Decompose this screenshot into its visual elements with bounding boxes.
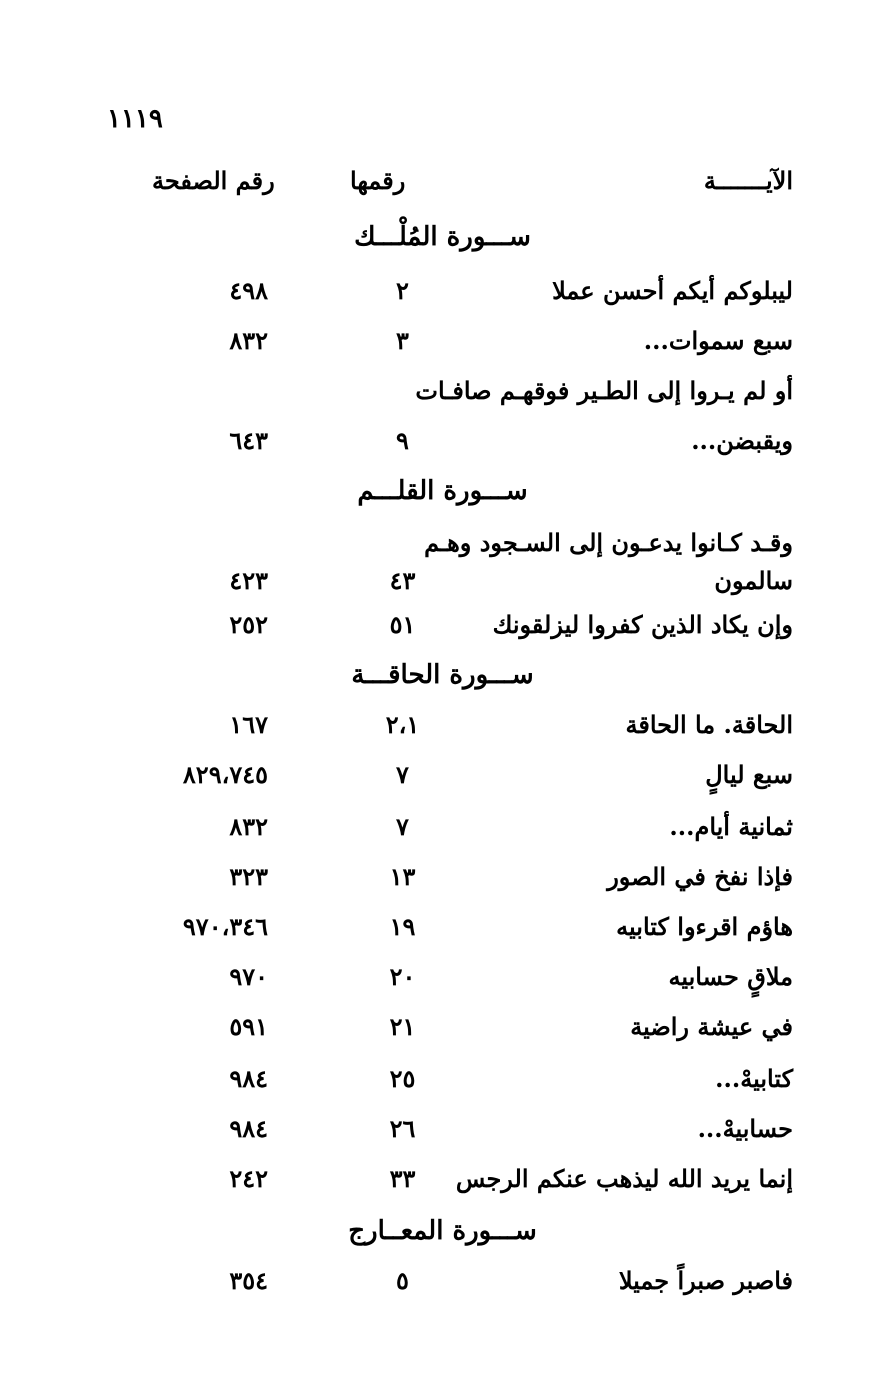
page-ref: ٦٤٣ (229, 426, 268, 455)
page-ref: ٨٣٢ (229, 326, 268, 355)
ayah-text: ملاقٍ حسابيه (668, 962, 793, 991)
surah-heading: ســـورة المعــارج (348, 1216, 537, 1246)
ayah-text: سالمون (714, 566, 793, 595)
ayah-number: ٣ (396, 326, 409, 355)
page-ref: ١٦٧ (229, 710, 268, 739)
ayah-text: سبع ليالٍ (705, 760, 793, 789)
page-ref: ٥٩١ (229, 1012, 268, 1041)
surah-heading: ســـورة المُلْـــك (354, 222, 531, 252)
ayah-text: هاؤم اقرءوا كتابيه (616, 912, 793, 941)
ayah-number: ٥١ (389, 610, 416, 639)
page-number: ١١١٩ (107, 104, 163, 134)
page-ref: ٩٧٠ (229, 962, 268, 991)
ayah-number: ٢١ (389, 1012, 416, 1041)
page-ref: ٩٨٤ (229, 1064, 268, 1093)
page-ref: ٤٩٨ (229, 276, 268, 305)
header-number: رقمها (350, 166, 406, 195)
ayah-number: ٢٠ (389, 962, 416, 991)
ayah-number: ٧ (396, 760, 409, 789)
page-ref: ٩٧٠،٣٤٦ (182, 912, 268, 941)
page-ref: ٣٢٣ (229, 862, 268, 891)
header-page: رقم الصفحة (152, 166, 275, 195)
ayah-number: ٢٥ (389, 1064, 416, 1093)
ayah-number: ١٣ (389, 862, 416, 891)
surah-heading: ســـورة القلـــم (357, 476, 528, 506)
ayah-text: فإذا نفخ في الصور (607, 862, 793, 891)
ayah-number: ٢٦ (389, 1114, 416, 1143)
table-header (0, 166, 885, 202)
page-ref: ٤٢٣ (229, 566, 268, 595)
ayah-number: ٧ (396, 812, 409, 841)
ayah-number: ٣٣ (389, 1164, 416, 1193)
surah-heading: ســـورة الحاقـــة (351, 660, 534, 690)
ayah-number: ٥ (396, 1266, 409, 1295)
page-ref: ٨٢٩،٧٤٥ (182, 760, 268, 789)
ayah-number: ٢ (396, 276, 409, 305)
ayah-text: إنما يريد الله ليذهب عنكم الرجس (455, 1164, 793, 1193)
ayah-text: أو لم يـروا إلى الطـير فوقهـم صافـات (415, 376, 793, 405)
page-ref: ٣٥٤ (229, 1266, 268, 1295)
ayah-text: في عيشة راضية (630, 1012, 793, 1041)
ayah-text: ويقبضن... (691, 426, 793, 455)
ayah-text: الحاقة. ما الحاقة (625, 710, 793, 739)
ayah-number: ٢،١ (385, 710, 420, 739)
ayah-number: ٤٣ (389, 566, 416, 595)
ayah-text: وإن يكاد الذين كفروا ليزلقونك (492, 610, 793, 639)
page-ref: ٨٣٢ (229, 812, 268, 841)
ayah-text: وقـد كـانوا يدعـون إلى السـجود وهـم (424, 528, 793, 557)
ayah-number: ٩ (396, 426, 409, 455)
page-ref: ٢٥٢ (229, 610, 268, 639)
ayah-text: كتابيهْ... (715, 1064, 793, 1093)
page-ref: ٩٨٤ (229, 1114, 268, 1143)
ayah-text: فاصبر صبراً جميلا (618, 1266, 793, 1295)
header-ayah: الآيـــــــة (703, 166, 793, 195)
ayah-number: ١٩ (389, 912, 416, 941)
ayah-text: ثمانية أيام... (669, 812, 793, 841)
page-ref: ٢٤٢ (229, 1164, 268, 1193)
ayah-text: ليبلوكم أيكم أحسن عملا (552, 276, 793, 305)
ayah-text: سبع سموات... (643, 326, 793, 355)
ayah-text: حسابيهْ... (697, 1114, 793, 1143)
